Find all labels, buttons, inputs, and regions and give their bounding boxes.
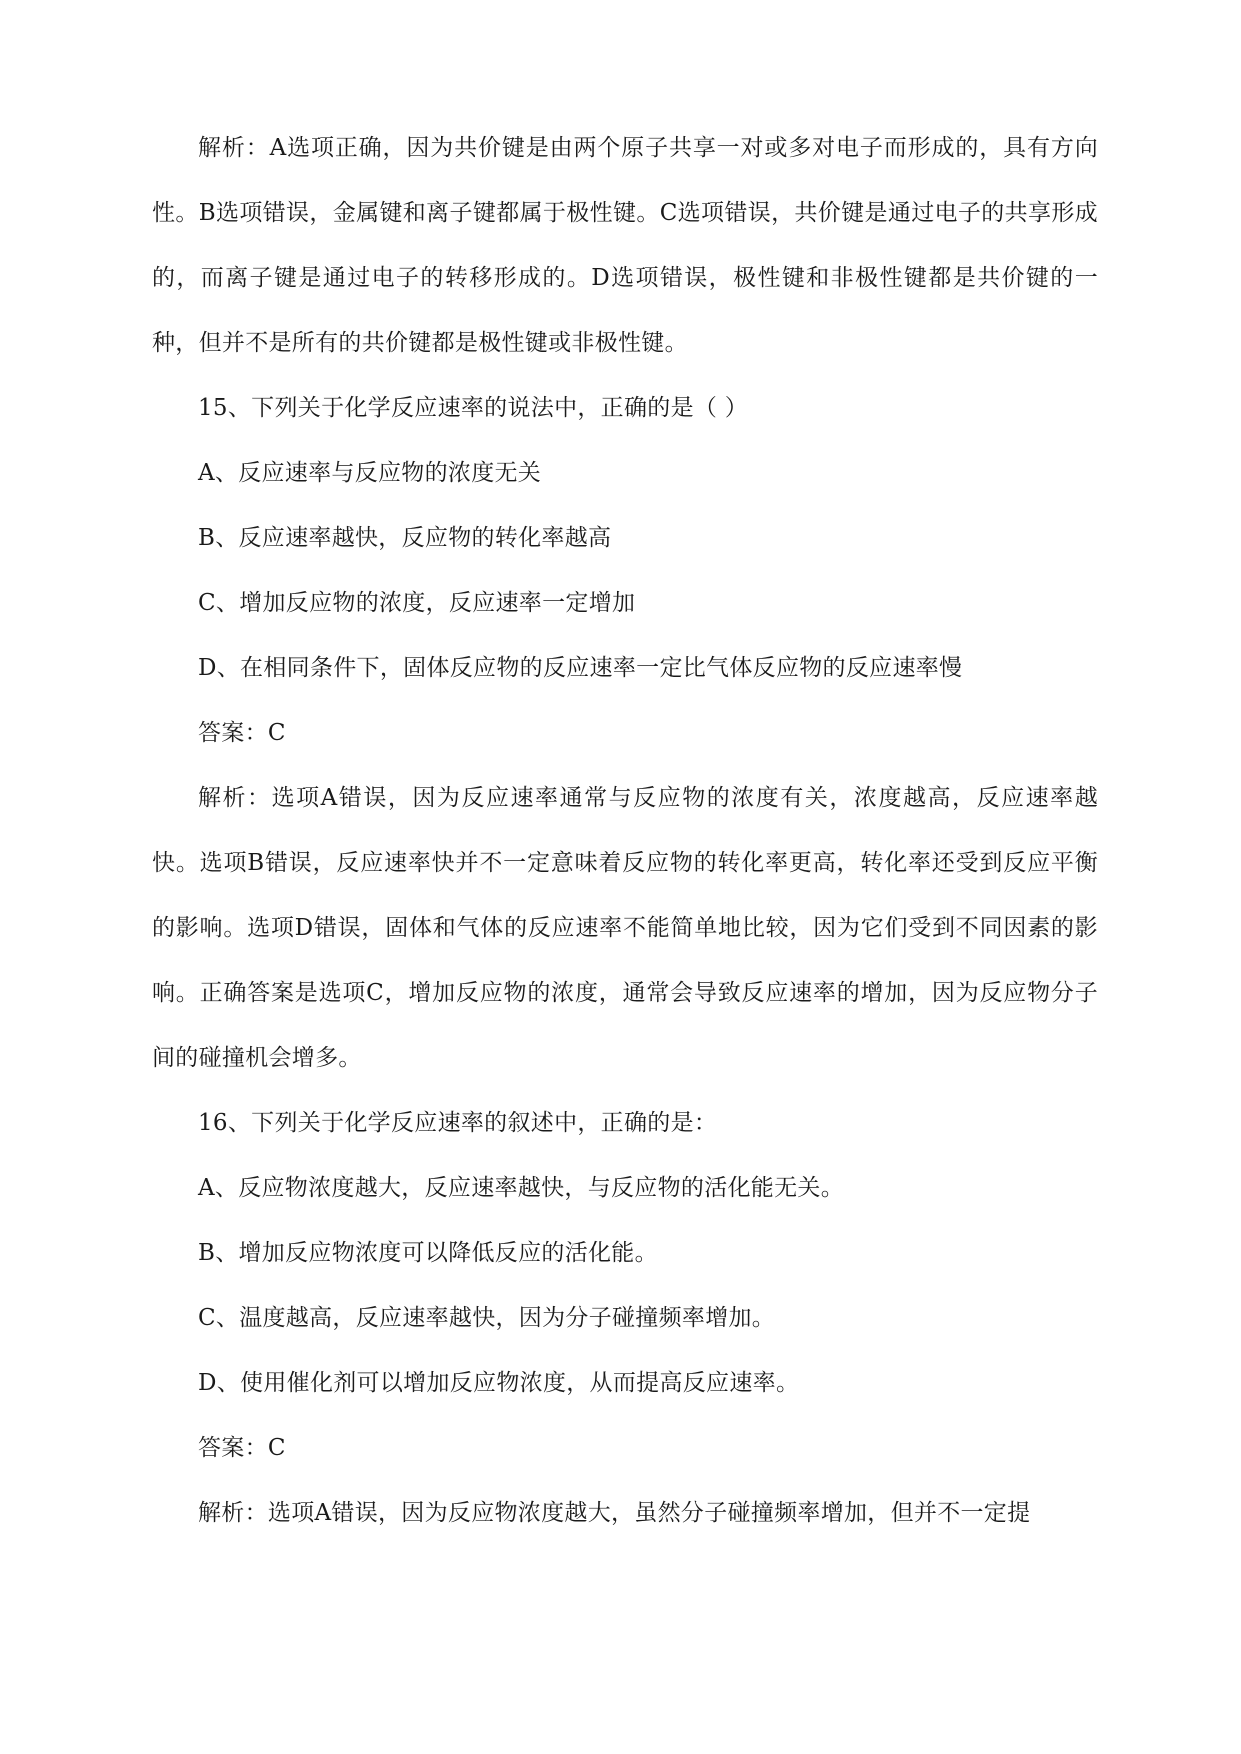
q16-option-b: B、增加反应物浓度可以降低反应的活化能。 bbox=[198, 1240, 658, 1266]
q16-option-d: D、使用催化剂可以增加反应物浓度，从而提高反应速率。 bbox=[198, 1370, 800, 1396]
q15-option-b: B、反应速率越快，反应物的转化率越高 bbox=[198, 525, 612, 551]
q15-option-d: D、在相同条件下，固体反应物的反应速率一定比气体反应物的反应速率慢 bbox=[198, 655, 963, 681]
analysis-q14: 解析：A选项正确，因为共价键是由两个原子共享一对或多对电子而形成的，具有方向性。B选项错误，金属键和离子键都属于极性键。C选项错误，共价键是通过电子的共享形成的，而离子键是通过电子的转移形成的。D选项错误，极性键和非极性键都是共价键的一种，但并不是所有的共价键都是极性键或非极性键。 bbox=[152, 135, 1098, 356]
q15-option-a: A、反应速率与反应物的浓度无关 bbox=[198, 460, 542, 486]
analysis-q16: 解析：选项A错误，因为反应物浓度越大，虽然分子碰撞频率增加，但并不一定提 bbox=[198, 1500, 1031, 1526]
q16-option-c: C、温度越高，反应速率越快，因为分子碰撞频率增加。 bbox=[198, 1305, 776, 1331]
q15-answer: 答案：C bbox=[198, 720, 286, 746]
q15-option-c: C、增加反应物的浓度，反应速率一定增加 bbox=[198, 590, 636, 616]
question-15: 15、下列关于化学反应速率的说法中，正确的是（ ） bbox=[198, 395, 749, 421]
analysis-q15: 解析：选项A错误，因为反应速率通常与反应物的浓度有关，浓度越高，反应速率越快。选项B错误，反应速率快并不一定意味着反应物的转化率更高，转化率还受到反应平衡的影响。选项D错误，固体和气体的反应速率不能简单地比较，因为它们受到不同因素的影响。正确答案是选项C，增加反应物的浓度，通常会导致反应速率的增加，因为反应物分子间的碰撞机会增多。 bbox=[152, 785, 1098, 1071]
q16-answer: 答案：C bbox=[198, 1435, 286, 1461]
q16-option-a: A、反应物浓度越大，反应速率越快，与反应物的活化能无关。 bbox=[198, 1175, 845, 1201]
document-body bbox=[152, 116, 1098, 1546]
question-16: 16、下列关于化学反应速率的叙述中，正确的是： bbox=[198, 1110, 718, 1136]
